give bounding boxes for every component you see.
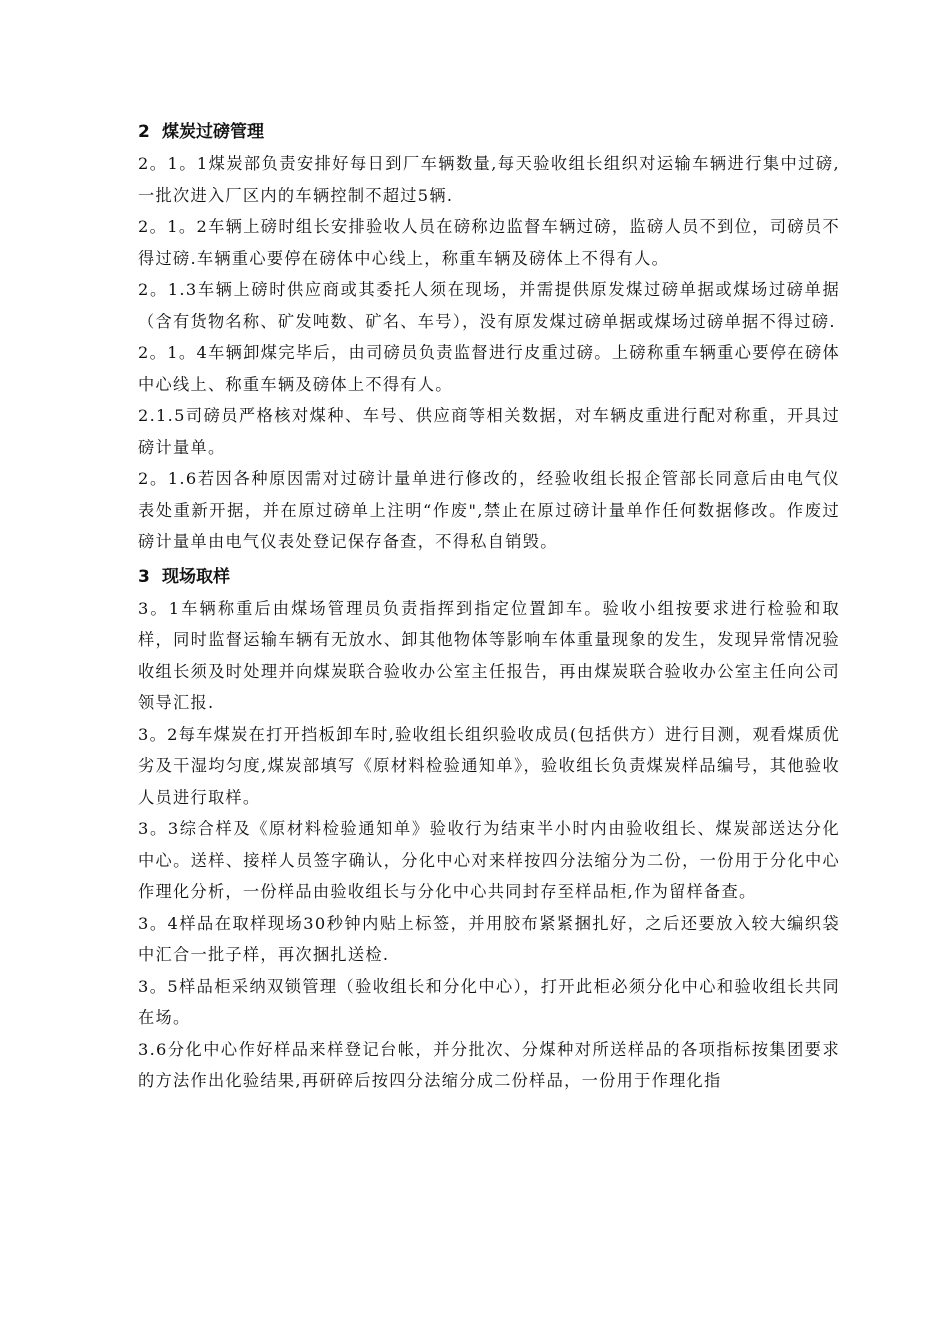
clause-2-1-6: 2。1.6若因各种原因需对过磅计量单进行修改的，经验收组长报企管部长同意后由电气仪表处重新开据，并在原过磅单上注明“作废",禁止在原过磅计量单作任何数据修改。作废过磅计量单由电气仪表处登记保存备查，不得私自销毁。 [138,469,840,551]
clause-2-1-3: 2。1.3车辆上磅时供应商或其委托人须在现场，并需提供原发煤过磅单据或煤场过磅单据（含有货物名称、矿发吨数、矿名、车号），没有原发煤过磅单据或煤场过磅单据不得过磅. [138,280,840,331]
clause-3-1: 3。1车辆称重后由煤场管理员负责指挥到指定位置卸车。验收小组按要求进行检验和取样，同时监督运输车辆有无放水、卸其他物体等影响车体重量现象的发生，发现异常情况验收组长须及时处理并向煤炭联合验收办公室主任报告，再由煤炭联合验收办公室主任向公司领导汇报. [138,598,840,712]
section-3-heading [138,561,840,593]
clause-3-5: 3。5样品柜采纳双锁管理（验收组长和分化中心），打开此柜必须分化中心和验收组长共同在场。 [138,976,840,1027]
clause-3-2: 3。2每车煤炭在打开挡板卸车时,验收组长组织验收成员(包括供方）进行目测，观看煤质优劣及干湿均匀度,煤炭部填写《原材料检验通知单》，验收组长负责煤炭样品编号，其他验收人员进行取样。 [138,724,840,807]
section-2-heading [138,116,840,148]
document-body [138,116,840,1097]
section-3-title: 现场取样 [162,566,230,587]
clause-3-3: 3。3综合样及《原材料检验通知单》验收行为结束半小时内由验收组长、煤炭部送达分化中心。送样、接样人员签字确认，分化中心对来样按四分法缩分为二份，一份用于分化中心作理化分析，一份样品由验收组长与分化中心共同封存至样品柜,作为留样备查。 [138,819,840,901]
clause-2-1-5: 2.1.5司磅员严格核对煤种、车号、供应商等相关数据，对车辆皮重进行配对称重，开具过磅计量单。 [138,406,840,457]
clause-3-4: 3。4样品在取样现场30秒钟内贴上标签，并用胶布紧紧捆扎好，之后还要放入较大编织袋中汇合一批子样，再次捆扎送检. [138,913,840,964]
section-2-number: 2 [138,122,150,142]
clause-2-1-2: 2。1。2车辆上磅时组长安排验收人员在磅称边监督车辆过磅，监磅人员不到位，司磅员不得过磅.车辆重心要停在磅体中心线上，称重车辆及磅体上不得有人。 [138,217,840,268]
clause-2-1-4: 2。1。4车辆卸煤完毕后，由司磅员负责监督进行皮重过磅。上磅称重车辆重心要停在磅体中心线上、称重车辆及磅体上不得有人。 [138,343,840,394]
clause-3-6: 3.6分化中心作好样品来样登记台帐，并分批次、分煤种对所送样品的各项指标按集团要求的方法作出化验结果,再研碎后按四分法缩分成二份样品，一份用于作理化指 [138,1039,840,1090]
section-2-title: 煤炭过磅管理 [162,122,264,142]
section-3-number: 3 [138,566,150,587]
clause-2-1-1: 2。1。1煤炭部负责安排好每日到厂车辆数量,每天验收组长组织对运输车辆进行集中过磅,一批次进入厂区内的车辆控制不超过5辆. [138,154,840,205]
